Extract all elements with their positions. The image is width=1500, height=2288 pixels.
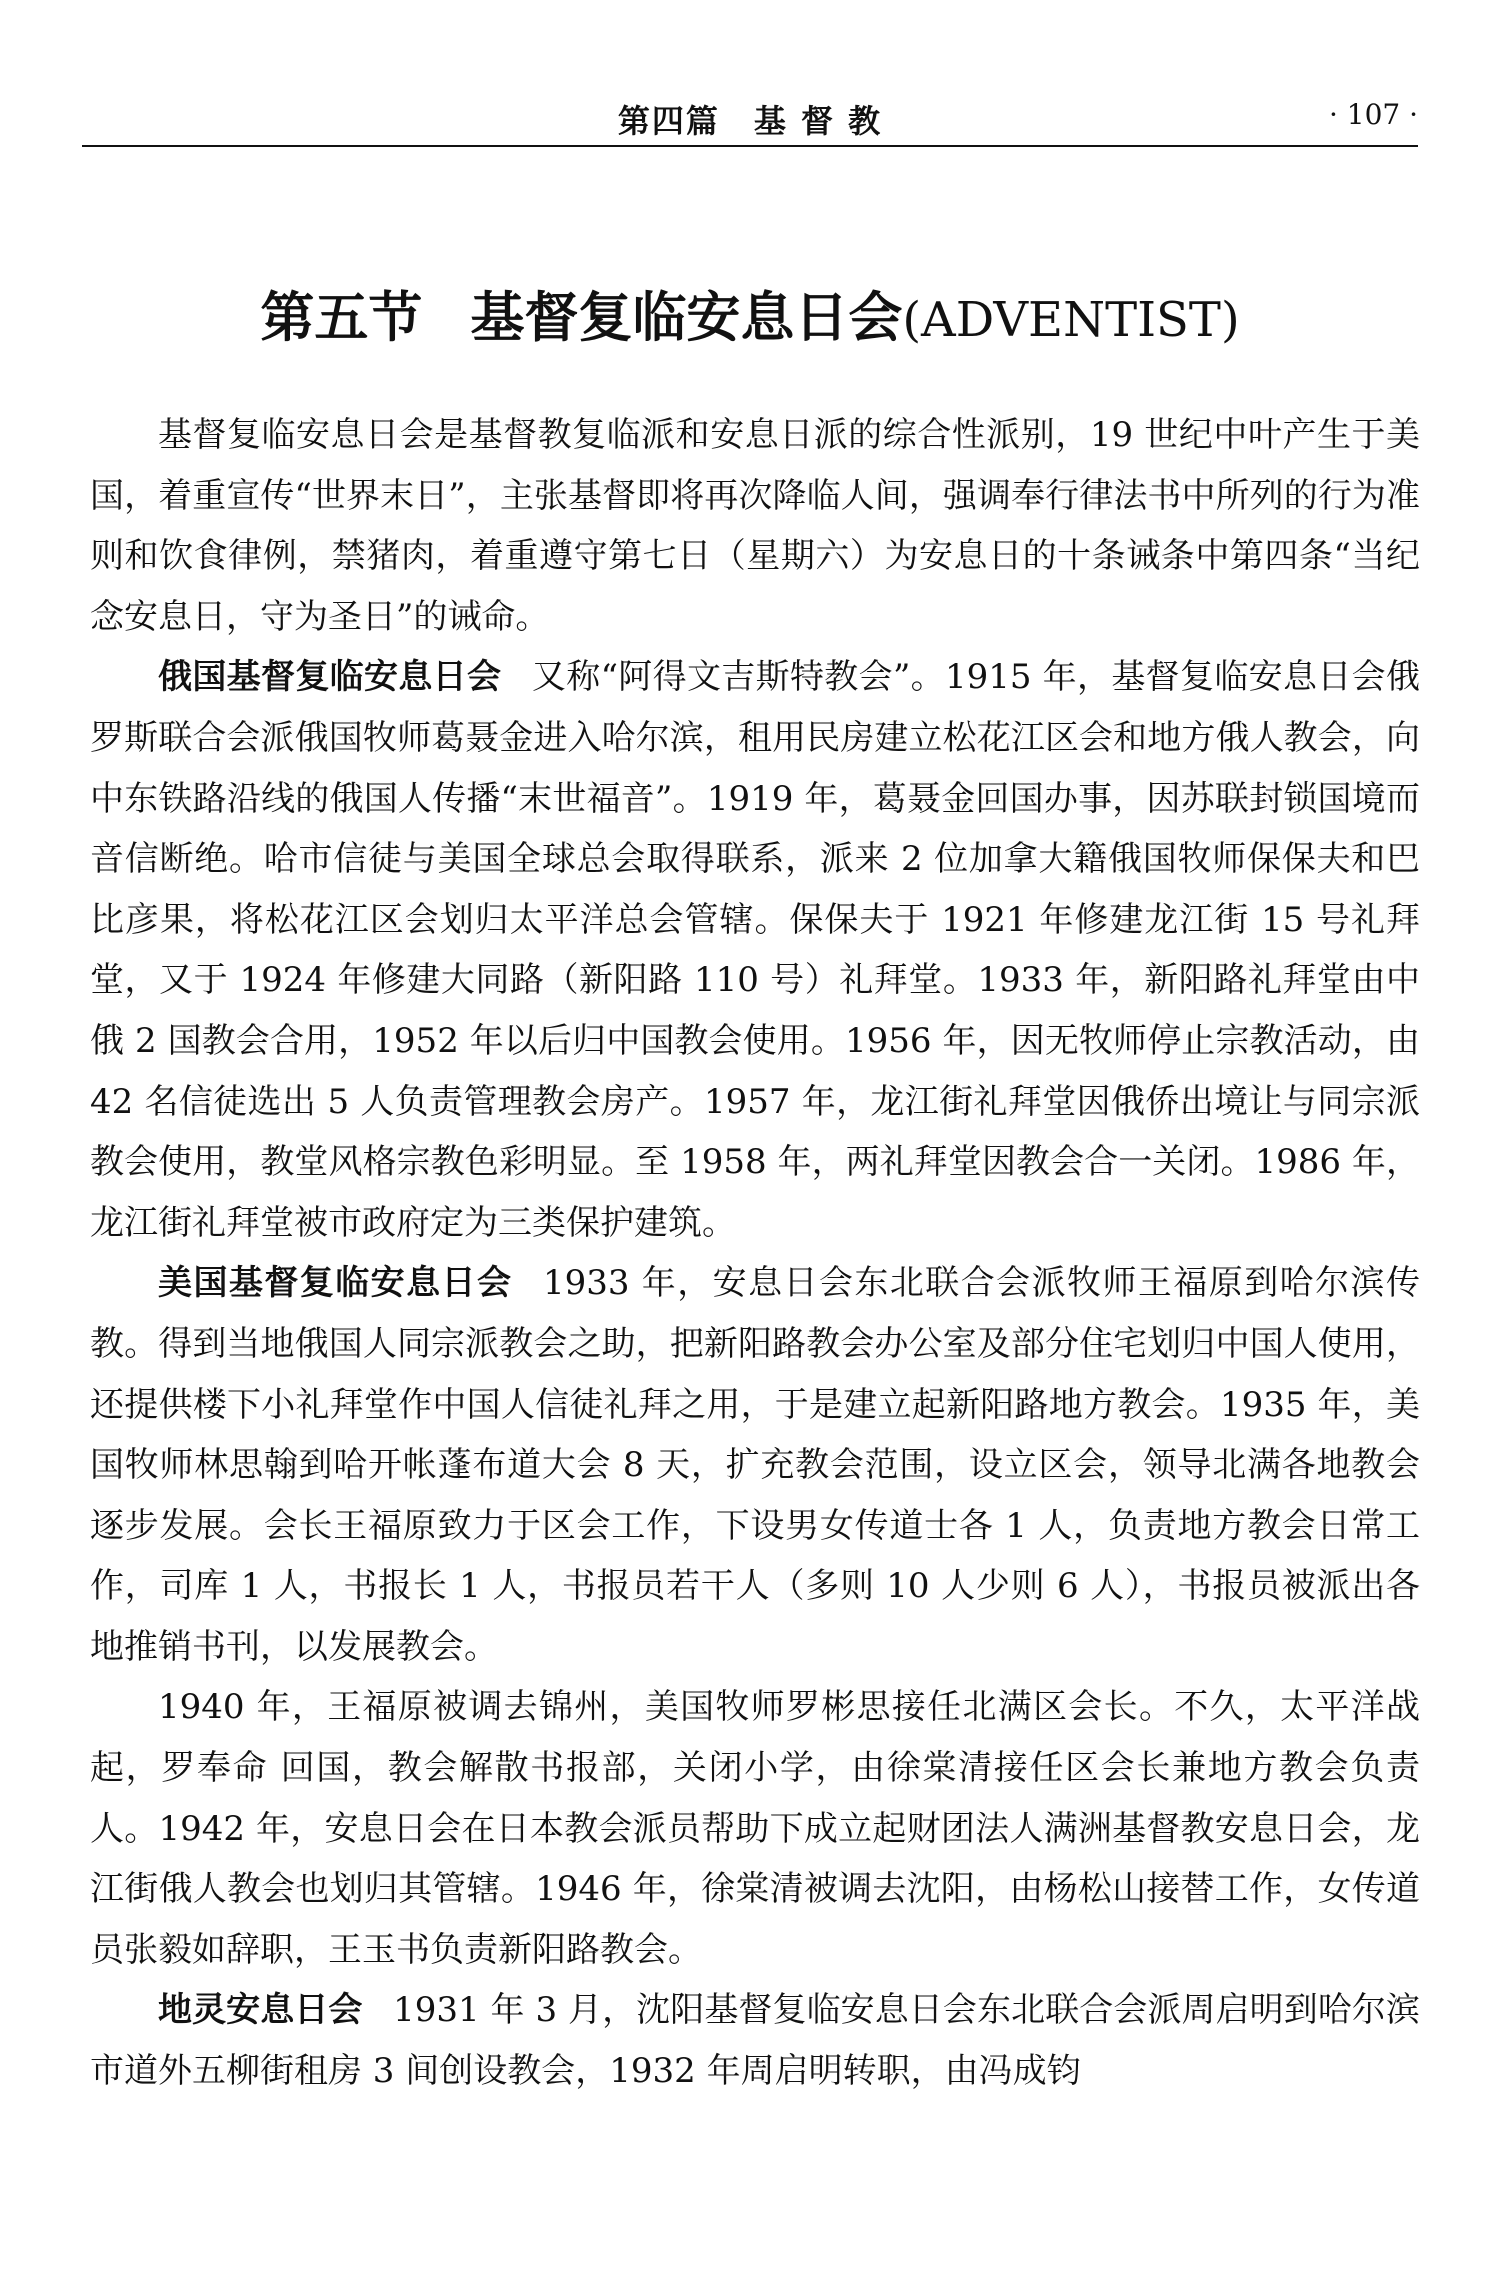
paragraph-heading: 俄国基督复临安息日会 bbox=[158, 657, 502, 698]
paragraph-1940 bbox=[90, 1677, 1420, 1980]
paragraph-russian-adventist bbox=[90, 647, 1420, 1253]
paragraph-text: 又称“阿得文吉斯特教会”。1915 年，基督复临安息日会俄罗斯联合会派俄国牧师葛聂金进入哈尔滨，租用民房建立松花江区会和地方俄人教会，向中东铁路沿线的俄国人传播“末世福音”。1919 年，葛聂金回国办事，因苏联封锁国境而音信断绝。哈市信徒与美国全球总会取得联系，派来 2 位加拿大籍俄国牧师保保夫和巴比彦果，将松花江区会划归太平洋总会管辖。保保夫于 1921 年修建龙江街 15 号礼拜堂，又于 1924 年修建大同路（新阳路 110 号）礼拜堂。1933 年，新阳路礼拜堂由中俄 2 国教会合用，1952 年以后归中国教会使用。1956 年，因无牧师停止宗教活动，由 42 名信徒选出 5 人负责管理教会房产。1957 年，龙江街礼拜堂因俄侨出境让与同宗派教会使用，教堂风格宗教色彩明显。至 1958 年，两礼拜堂因教会合一关闭。1986 年，龙江街礼拜堂被市政府定为三类保护建筑。 bbox=[90, 657, 1420, 1243]
section-number: 第五节 bbox=[260, 286, 423, 349]
page-number: · 107 · bbox=[1328, 98, 1418, 131]
paragraph-american-adventist bbox=[90, 1253, 1420, 1677]
paragraph-intro bbox=[90, 405, 1420, 647]
body-text bbox=[90, 405, 1420, 2102]
paragraph-heading: 地灵安息日会 bbox=[158, 1990, 363, 2031]
running-head bbox=[82, 96, 1418, 140]
chapter-title: 第四篇 基 督 教 bbox=[617, 102, 883, 140]
paragraph-heading: 美国基督复临安息日会 bbox=[158, 1263, 513, 1304]
paragraph-text: 1940 年，王福原被调去锦州，美国牧师罗彬思接任北满区会长。不久，太平洋战起，罗奉命 回国，教会解散书报部，关闭小学，由徐棠清接任区会长兼地方教会负责人。1942 年，安息日会在日本教会派员帮助下成立起财团法人满洲基督教安息日会，龙江街俄人教会也划归其管辖。1946 年，徐棠清被调去沈阳，由杨松山接替工作，女传道员张毅如辞职，王玉书负责新阳路教会。 bbox=[90, 1687, 1420, 1970]
paragraph-diling-adventist bbox=[90, 1980, 1420, 2101]
section-latin-name: (ADVENTIST) bbox=[902, 292, 1240, 348]
section-name: 基督复临安息日会 bbox=[470, 286, 903, 349]
paragraph-text: 1933 年，安息日会东北联合会派牧师王福原到哈尔滨传教。得到当地俄国人同宗派教会之助，把新阳路教会办公室及部分住宅划归中国人使用，还提供楼下小礼拜堂作中国人信徒礼拜之用，于是建立起新阳路地方教会。1935 年，美国牧师林思翰到哈开帐蓬布道大会 8 天，扩充教会范围，设立区会，领导北满各地教会逐步发展。会长王福原致力于区会工作，下设男女传道士各 1 人，负责地方教会日常工作，司库 1 人，书报长 1 人，书报员若干人（多则 10 人少则 6 人），书报员被派出各地推销书刊，以发展教会。 bbox=[90, 1263, 1421, 1667]
paragraph-text: 1931 年 3 月，沈阳基督复临安息日会东北联合会派周启明到哈尔滨市道外五柳街租房 3 间创设教会，1932 年周启明转职，由冯成钧 bbox=[90, 1990, 1420, 2092]
paragraph-text: 基督复临安息日会是基督教复临派和安息日派的综合性派别，19 世纪中叶产生于美国，着重宣传“世界末日”，主张基督即将再次降临人间，强调奉行律法书中所列的行为准则和饮食律例，禁猪肉，着重遵守第七日（星期六）为安息日的十条诫条中第四条“当纪念安息日，守为圣日”的诫命。 bbox=[90, 415, 1420, 637]
header-rule bbox=[82, 145, 1418, 147]
section-title bbox=[82, 275, 1418, 352]
